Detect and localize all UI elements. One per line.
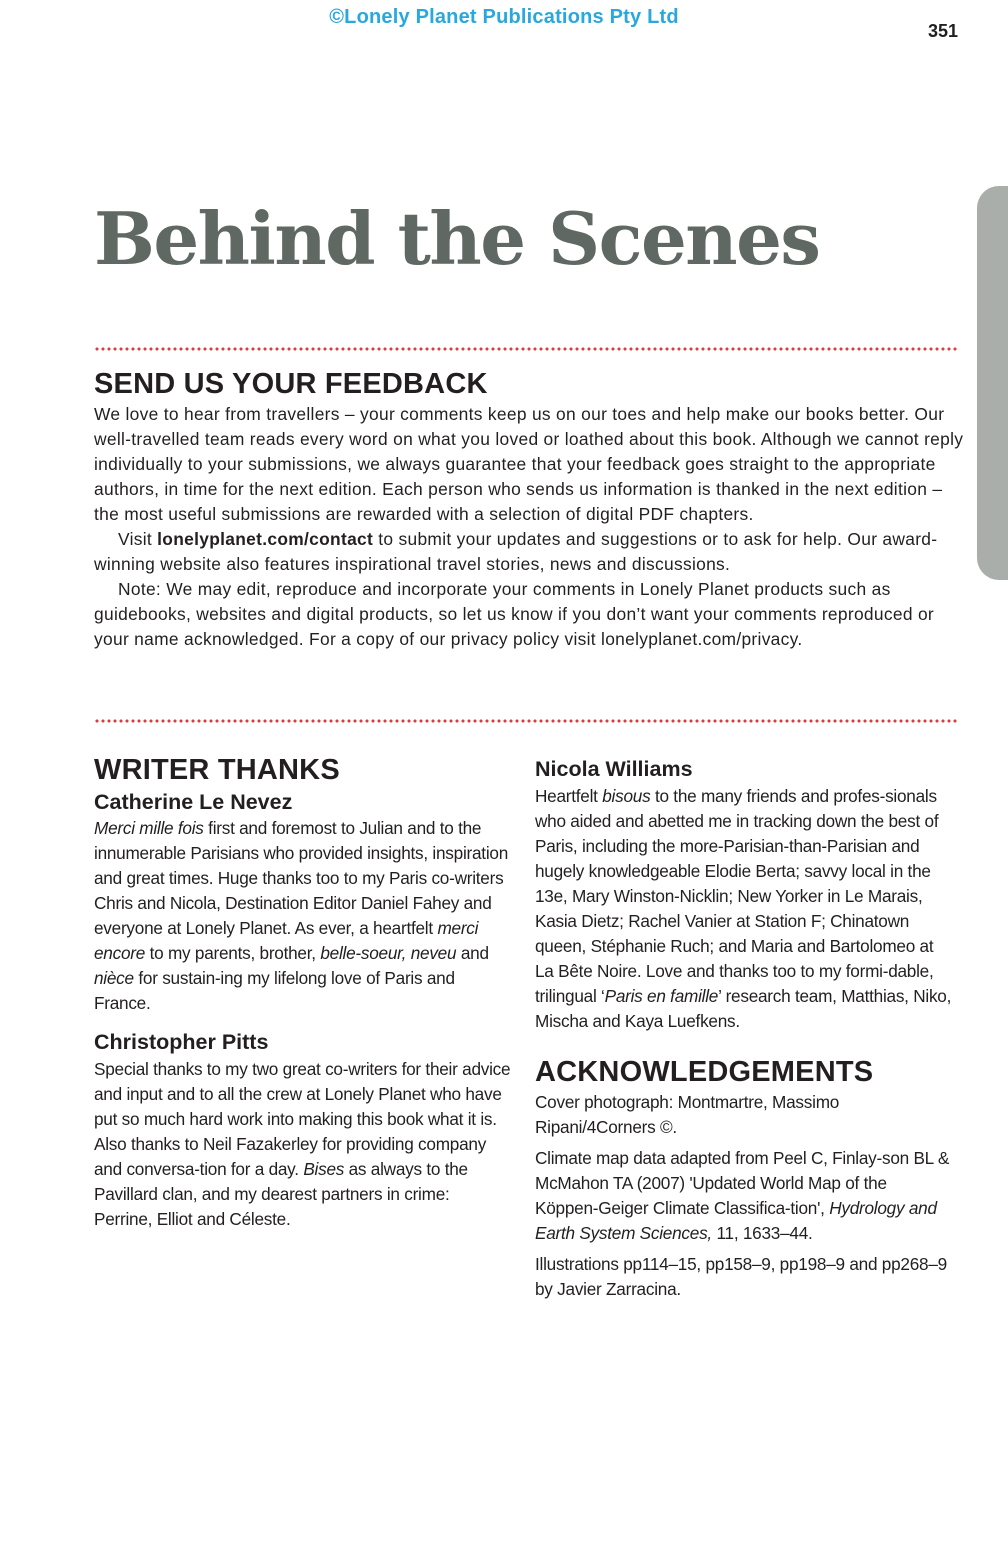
page-number: 351 (928, 21, 959, 41)
feedback-heading: SEND US YOUR FEEDBACK (94, 368, 488, 400)
climate-t2: Hydrology and Earth System Sciences, (535, 1198, 937, 1243)
nicola-t2: bisous (602, 786, 651, 806)
thanks-nicola (535, 784, 953, 1034)
ack-cover-photo: Cover photograph: Montmartre, Massimo Ripani/4Corners ©. (535, 1092, 840, 1137)
right-column (535, 754, 953, 1302)
ack-illustrations: Illustrations pp114–15, pp158–9, pp198–9 and pp268–9 by Javier Zarracina. (535, 1254, 947, 1299)
copyright-notice: ©Lonely Planet Publications Pty Ltd (329, 6, 679, 28)
catherine-t2: first and foremost to Julian and to the innumerable Parisians who provided insights, inspiration and great times. Huge thanks too to my Paris co-writers Chris and Nicola, Destination Editor Daniel Fahey and everyone at Lonely Planet. As ever, a heartfelt (94, 818, 509, 938)
divider-top (94, 347, 958, 351)
thanks-catherine (94, 816, 512, 1016)
nicola-t1: Heartfelt (535, 786, 603, 806)
christopher-t2: Bises (303, 1159, 345, 1179)
catherine-t6: and (456, 943, 489, 963)
thanks-christopher (94, 1057, 512, 1232)
catherine-t8: for sustain-ing my lifelong love of Paris and France. (94, 968, 455, 1013)
climate-t3: 11, 1633–44. (711, 1223, 813, 1243)
catherine-t7: nièce (94, 968, 134, 988)
nicola-t4: Paris en famille (604, 986, 719, 1006)
catherine-t4: to my parents, brother, (145, 943, 321, 963)
divider-bottom (94, 719, 958, 723)
climate-t1: Climate map data adapted from Peel C, Finlay-son BL & McMahon TA (2007) 'Updated World Map of the Köppen-Geiger Climate Classifica-tion', (535, 1148, 950, 1218)
author-name-nicola: Nicola Williams (535, 757, 693, 781)
page-title: Behind the Scenes (94, 196, 820, 281)
author-name-christopher: Christopher Pitts (94, 1030, 269, 1054)
writer-thanks-column (94, 752, 512, 1232)
contact-link[interactable]: lonelyplanet.com/contact (157, 529, 374, 549)
writer-thanks-heading: WRITER THANKS (94, 754, 340, 786)
feedback-paragraph-2 (94, 527, 964, 577)
ack-climate-data (535, 1146, 953, 1246)
author-name-catherine: Catherine Le Nevez (94, 790, 293, 814)
feedback-paragraph-3: Note: We may edit, reproduce and incorporate your comments in Lonely Planet products such as guidebooks, websites and digital products, so let us know if you don’t want your comments reproduced or your name acknowledged. For a copy of our privacy policy visit lonelyplanet.com/privacy. (94, 579, 935, 649)
feedback-section (94, 366, 964, 652)
catherine-t5: belle-soeur, neveu (320, 943, 457, 963)
feedback-paragraph-1: We love to hear from travellers – your comments keep us on our toes and help make our books better. Our well-travelled team reads every word on what you loved or loathed about this book. Although we cannot reply individually to your submissions, we always guarantee that your feedback goes straight to the appropriate authors, in time for the next edition. Each person who sends us information is thanked in the next edition – the most useful submissions are rewarded with a selection of digital PDF chapters. (94, 404, 964, 524)
christopher-t1: Special thanks to my two great co-writers for their advice and input and to all the crew at Lonely Planet who have put so much hard work into making this book what it is. Also thanks to Neil Fazakerley for providing company and conversa-tion for a day. (94, 1059, 511, 1179)
catherine-t3: merci encore (94, 918, 479, 963)
catherine-t1: Merci mille fois (94, 818, 204, 838)
nicola-t5: ’ research team, Matthias, Niko, Mischa and Kaya Luefkens. (535, 986, 952, 1031)
acknowledgements-heading: ACKNOWLEDGEMENTS (535, 1056, 874, 1088)
nicola-t3: to the many friends and profes-sionals who aided and abetted me in tracking down the best of Paris, including the more-Parisian-than-Parisian and hugely knowledgeable Elodie Berta; savvy local in the 13e, Mary Winston-Nicklin; New Yorker in Le Marais, Kasia Dietz; Rachel Vanier at Station F; Chinatown queen, Stéphanie Ruch; and Maria and Bartolomeo at La Bête Noire. Love and thanks too to my formi-dable, trilingual ‘ (535, 786, 939, 1006)
feedback-p2-end: to submit your updates and suggestions or to ask for help. Our award-winning website also features inspirational travel stories, news and discussions. (94, 529, 938, 574)
feedback-p2-start: Visit (118, 529, 158, 549)
christopher-t3: as always to the Pavillard clan, and my dearest partners in crime: Perrine, Elliot and Céleste. (94, 1159, 468, 1229)
section-side-tab (977, 186, 1008, 580)
